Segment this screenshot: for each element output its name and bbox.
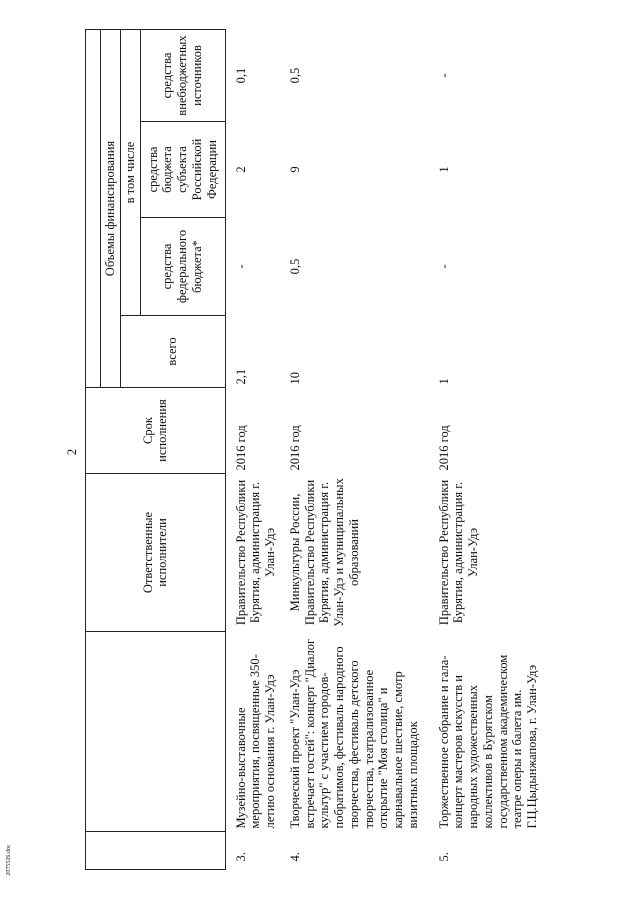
term: 2016 год (436, 425, 451, 471)
row-number: 3. (233, 852, 248, 862)
header-extrabudgetary: средства внебюджетных источников (140, 30, 225, 122)
header-event (86, 632, 226, 832)
header-regional: средства бюджета субъекта Российской Федерации (140, 122, 225, 218)
executors: Правительство Республики Бурятия, администрация г. Улан-Удэ (233, 479, 277, 626)
header-spacer (86, 30, 101, 388)
table-row (280, 30, 423, 870)
federal-amount: - (233, 264, 248, 269)
header-total: всего (120, 316, 225, 388)
regional-amount: 9 (287, 166, 302, 173)
table-row (423, 30, 542, 870)
extrabudgetary-amount: 0,5 (287, 67, 302, 84)
federal-amount: 0,5 (287, 258, 302, 275)
row-number: 5. (436, 852, 451, 862)
event-name: Торжественное собрание и гала-концерт мастеров искусств и народных художественных коллективов в Бурятском государственном академическом театре оперы и балета им. Г.Ц.Цыдынжапова, г. Улан-Удэ (436, 654, 539, 829)
term: 2016 год (287, 425, 302, 471)
total-amount: 1 (436, 378, 451, 385)
executors: Минкультуры России, Правительство Республики Бурятия, администрация г. Улан-Удэ и муниципальных образований (287, 478, 361, 627)
total-amount: 10 (287, 372, 302, 385)
table-body (225, 30, 542, 870)
executors: Правительство Республики Бурятия, администрация г. Улан-Удэ (436, 479, 480, 626)
footer-doc-code: 2075526.doc (6, 844, 12, 876)
header-federal: средства федерального бюджета* (140, 218, 225, 316)
page-number: 2 (64, 448, 79, 456)
rotated-table-container (85, 30, 585, 870)
header-executors: Ответственные исполнители (86, 474, 226, 632)
federal-amount: - (436, 264, 451, 269)
header-financing: Объемы финансирования (101, 30, 121, 388)
term: 2016 год (233, 425, 248, 471)
header-including: в том числе (120, 30, 140, 316)
regional-amount: 2 (233, 166, 248, 173)
event-name: Творческий проект "Улан-Удэ встречает гостей": концерт "Диалог культур" с участием городов-побратимов, фестиваль народного творчества, фестиваль детского творчества, театрализованное открытие "Моя столица" и карнавальное шествие, смотр визитных площадок (287, 638, 420, 829)
table-header (86, 30, 226, 870)
total-amount: 2,1 (233, 368, 248, 385)
event-name: Музейно-выставочные мероприятия, посвященные 350-летию основания г. Улан-Удэ (233, 654, 277, 829)
regional-amount: 1 (436, 166, 451, 173)
extrabudgetary-amount: 0,1 (233, 67, 248, 84)
row-number: 4. (287, 852, 302, 862)
financing-table (85, 29, 542, 870)
extrabudgetary-amount: - (436, 73, 451, 78)
table-row (225, 30, 280, 870)
header-term: Срок исполнения (86, 388, 226, 474)
header-num (86, 832, 226, 870)
